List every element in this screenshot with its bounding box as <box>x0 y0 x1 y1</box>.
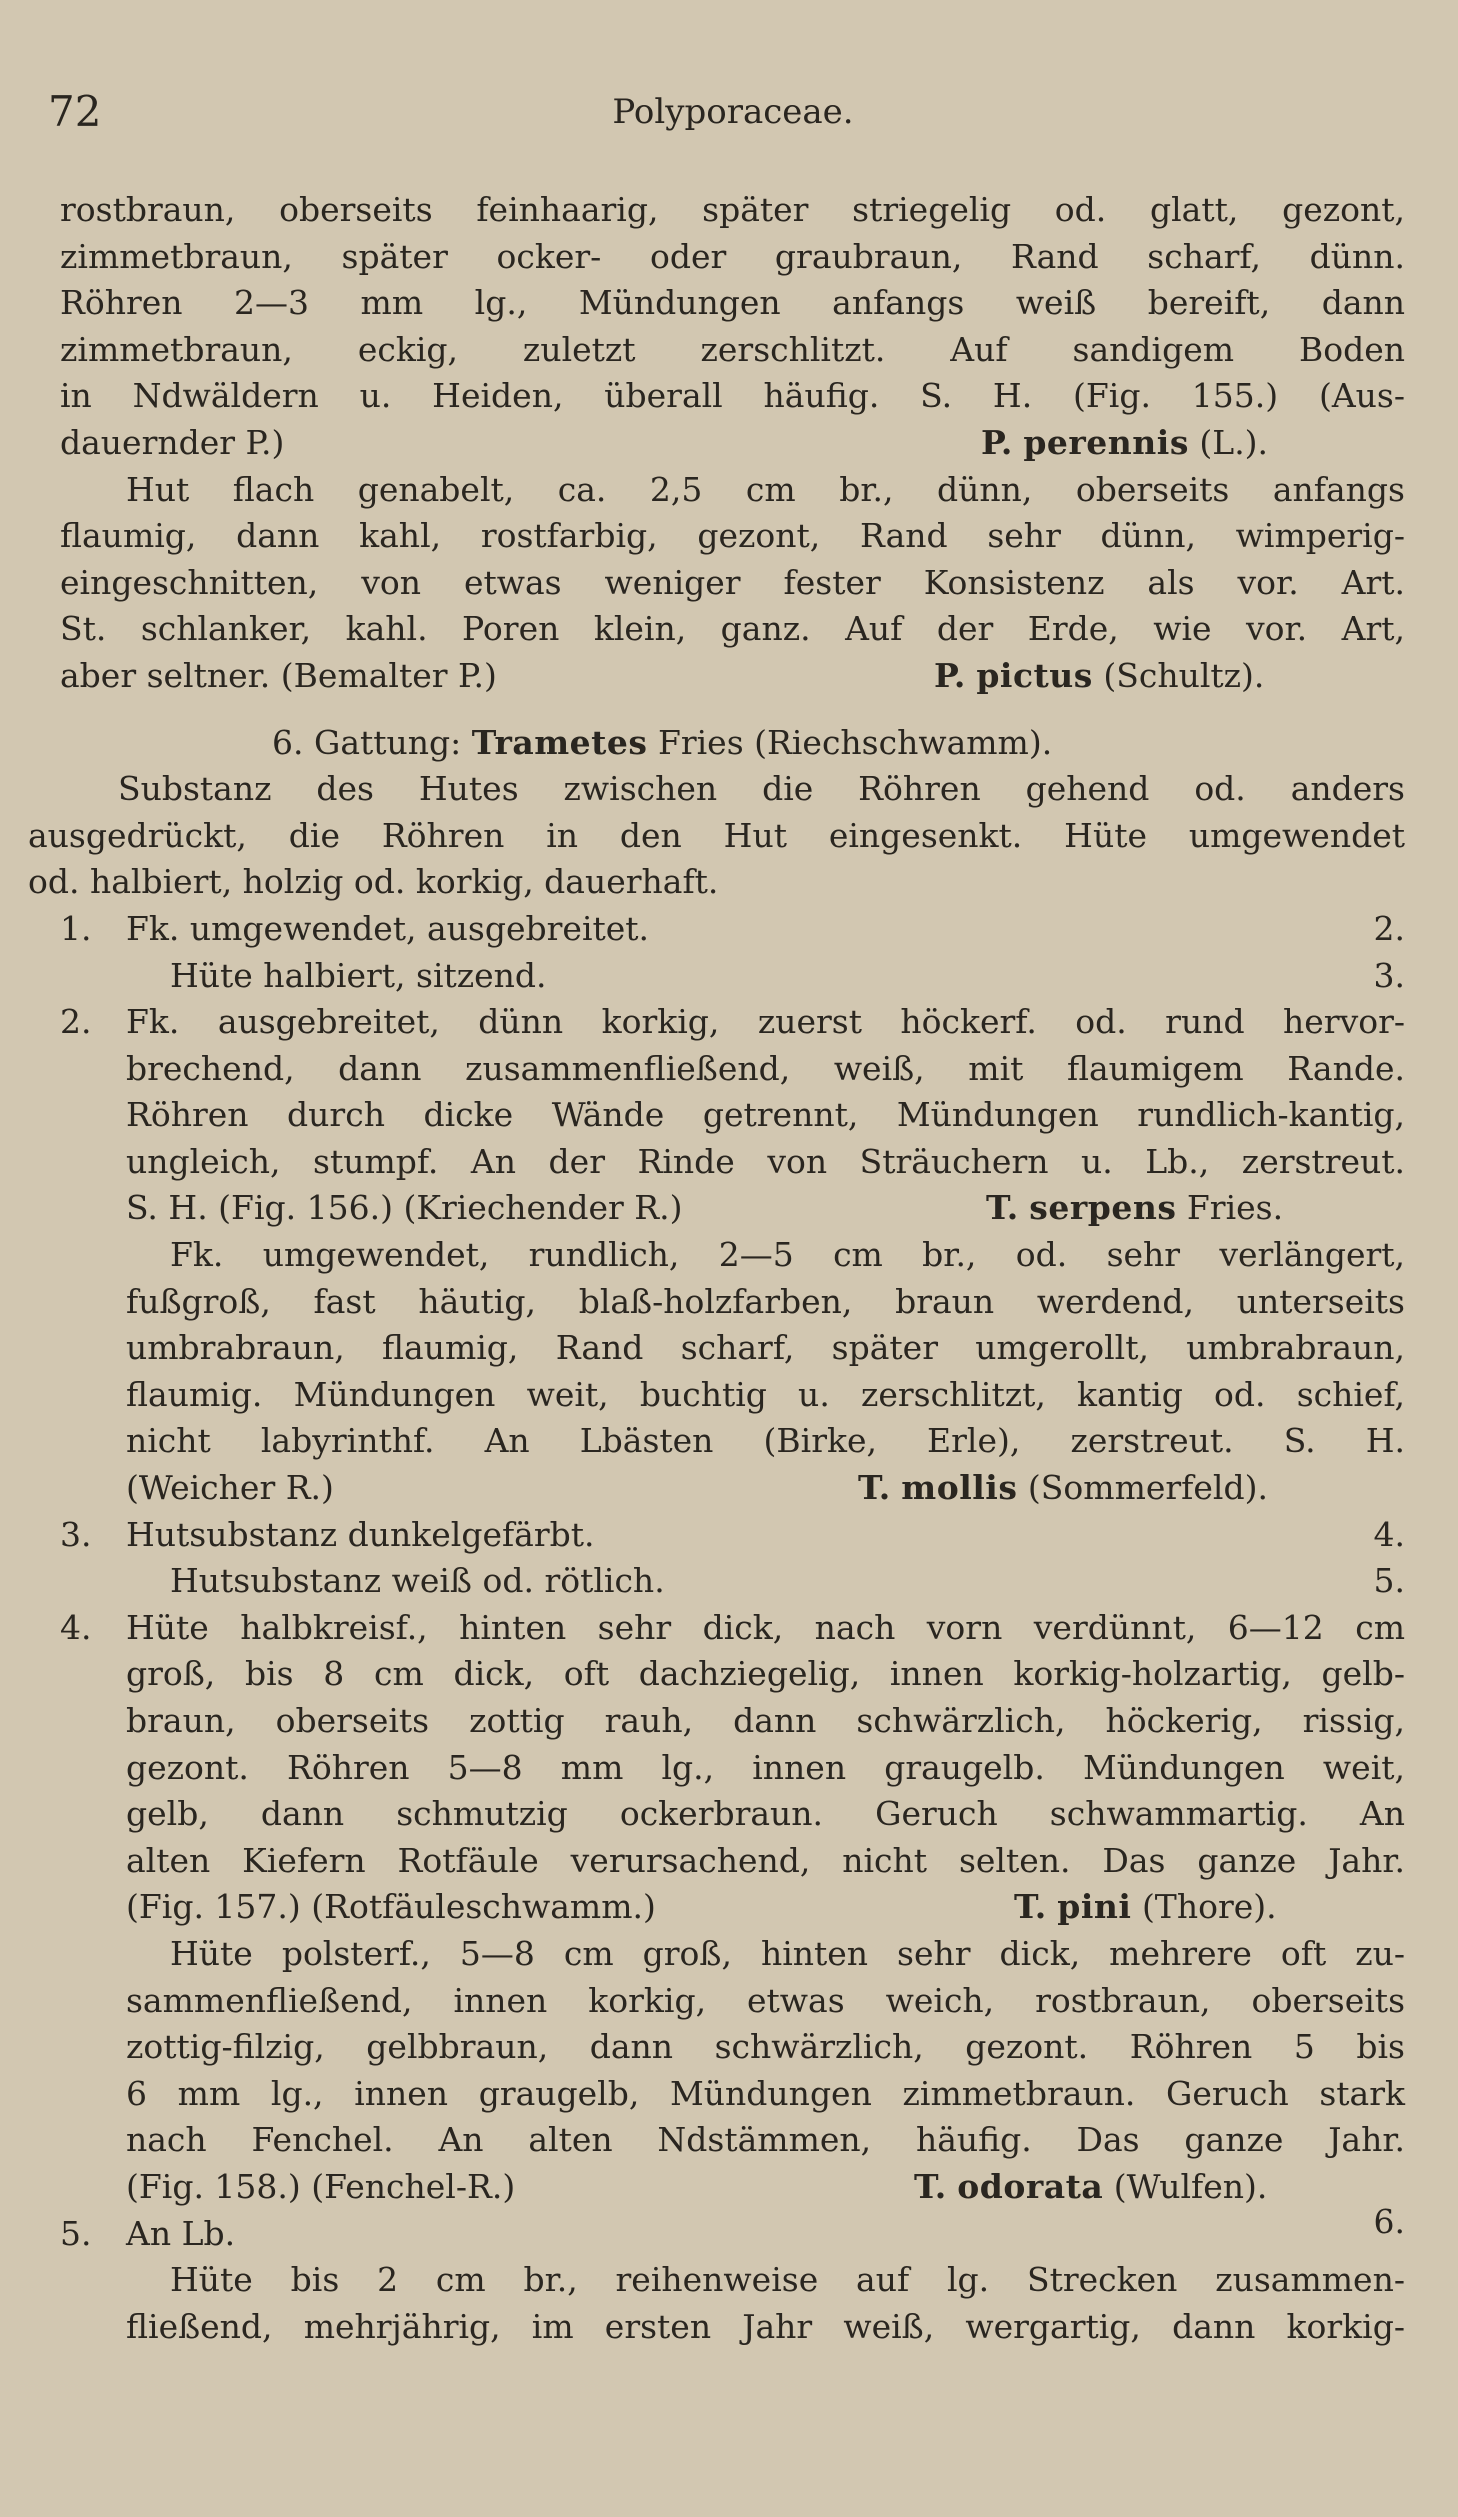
common-name: aber seltner. (Bemalter P.) <box>60 655 497 695</box>
text-line: nicht labyrinthf. An Lbästen (Birke, Erle), zerstreut. S. H. <box>126 1421 1405 1461</box>
entry-polyporus-pictus <box>60 467 1405 700</box>
text-line: ungleich, stumpf. An der Rinde von Sträuchern u. Lb., zerstreut. <box>126 1141 1405 1181</box>
entry-trametes-pini <box>60 1605 1405 1931</box>
genus-heading: 6. Gattung: Trametes Fries (Riechschwamm). <box>272 722 1053 762</box>
common-name: (Weicher R.) <box>126 1468 334 1508</box>
text-line <box>126 1185 1405 1232</box>
key-step-2 <box>60 999 1405 1232</box>
text-line: sammenfließend, innen korkig, etwas weich, rostbraun, oberseits <box>126 1980 1405 2020</box>
page-header <box>48 82 1418 142</box>
genus-name: Trametes <box>471 722 648 762</box>
text-line <box>60 420 1405 467</box>
key-step-1 <box>60 906 1405 999</box>
text-line: umbrabraun, flaumig, Rand scharf, später umgerollt, umbrabraun, <box>126 1328 1405 1368</box>
common-name: dauernder P.) <box>60 422 285 462</box>
text-line: rostbraun, oberseits feinhaarig, später striegelig od. glatt, gezont, <box>60 190 1405 229</box>
entry-continued <box>60 2257 1405 2350</box>
text-line: od. halbiert, holzig od. korkig, dauerhaft. <box>28 862 719 902</box>
entry-trametes-mollis <box>60 1232 1405 1512</box>
species-name: T. odorata (Wulfen). <box>914 2166 1268 2206</box>
page-body <box>28 187 1405 2350</box>
text-line: brechend, dann zusammenfließend, weiß, mit flaumigem Rande. <box>126 1048 1405 1088</box>
text-line: zimmetbraun, eckig, zuletzt zerschlitzt. Auf sandigem Boden <box>60 329 1405 369</box>
text-line: in Ndwäldern u. Heiden, überall häufig. S. H. (Fig. 155.) (Aus- <box>60 376 1405 416</box>
text-line: zottig-filzig, gelbbraun, dann schwärzlich, gezont. Röhren 5 bis <box>126 2027 1405 2067</box>
key-line: Hutsubstanz weiß od. rötlich. 5. <box>170 1561 1405 1601</box>
text-line: groß, bis 8 cm dick, oft dachziegelig, innen korkig-holzartig, gelb- <box>126 1654 1405 1694</box>
text-line: zimmetbraun, später ocker- oder graubraun, Rand scharf, dünn. <box>60 236 1405 276</box>
species-name: T. pini (Thore). <box>1014 1887 1277 1927</box>
text-line: gezont. Röhren 5—8 mm lg., innen graugelb. Mündungen weit, <box>126 1747 1405 1787</box>
text-line: braun, oberseits zottig rauh, dann schwärzlich, höckerig, rissig, <box>126 1701 1405 1740</box>
key-line: 3. Hutsubstanz dunkelgefärbt. 4. <box>60 1514 1405 1554</box>
text-line <box>126 1884 1405 1931</box>
text-line: eingeschnitten, von etwas weniger fester Konsistenz als vor. Art. <box>60 562 1405 602</box>
entry-polyporus-perennis <box>60 187 1405 467</box>
text-line: Fk. umgewendet, rundlich, 2—5 cm br., od. sehr verlängert, <box>170 1235 1405 1275</box>
text-line: Hüte bis 2 cm br., reihenweise auf lg. Strecken zusammen- <box>170 2260 1405 2300</box>
species-name: P. perennis (L.). <box>981 422 1269 462</box>
text-line: gelb, dann schmutzig ockerbraun. Geruch schwammartig. An <box>126 1794 1405 1834</box>
species-name: P. pictus (Schultz). <box>934 655 1265 695</box>
text-line: alten Kiefern Rotfäule verursachend, nicht selten. Das ganze Jahr. <box>126 1840 1405 1880</box>
species-name: T. mollis (Sommerfeld). <box>858 1468 1268 1508</box>
text-line: ausgedrückt, die Röhren in den Hut eingesenkt. Hüte umgewendet <box>28 815 1405 855</box>
species-name: T. serpens Fries. <box>986 1188 1284 1228</box>
common-name: (Fig. 158.) (Fenchel-R.) <box>126 2166 516 2206</box>
text-line: Substanz des Hutes zwischen die Röhren gehend od. anders <box>118 769 1405 809</box>
text-line: flaumig, dann kahl, rostfarbig, gezont, Rand sehr dünn, wimperig- <box>60 516 1405 556</box>
key-line: 5. An Lb. 6. <box>60 2201 1405 2253</box>
text-line: flaumig. Mündungen weit, buchtig u. zerschlitzt, kantig od. schief, <box>126 1374 1405 1414</box>
text-line <box>126 2164 1405 2211</box>
common-name: (Fig. 157.) (Rotfäuleschwamm.) <box>126 1887 656 1927</box>
text-line: St. schlanker, kahl. Poren klein, ganz. Auf der Erde, wie vor. Art, <box>60 609 1405 649</box>
text-line <box>60 653 1405 700</box>
genus-description <box>28 766 1405 906</box>
key-step-5 <box>60 2201 1405 2258</box>
text-line: Hut flach genabelt, ca. 2,5 cm br., dünn, oberseits anfangs <box>126 469 1405 509</box>
text-line <box>126 1465 1405 1512</box>
key-step-3 <box>60 1512 1405 1605</box>
text-line: 4. Hüte halbkreisf., hinten sehr dick, nach vorn verdünnt, 6—12 cm <box>60 1607 1405 1647</box>
text-line: Röhren 2—3 mm lg., Mündungen anfangs weiß bereift, dann <box>60 283 1405 323</box>
entry-trametes-odorata <box>60 1931 1405 2211</box>
key-line: Hüte halbiert, sitzend. 3. <box>170 955 1405 995</box>
running-title: Polyporaceae. <box>612 92 854 132</box>
text-line: 2. Fk. ausgebreitet, dünn korkig, zuerst höckerf. od. rund hervor- <box>60 1002 1405 1042</box>
text-line: Hüte polsterf., 5—8 cm groß, hinten sehr dick, mehrere oft zu- <box>170 1933 1405 1973</box>
text-line: Röhren durch dicke Wände getrennt, Mündungen rundlich-kantig, <box>126 1095 1405 1135</box>
page-number: 72 <box>48 87 102 136</box>
text-line: nach Fenchel. An alten Ndstämmen, häufig. Das ganze Jahr. <box>126 2120 1405 2160</box>
text-line: fußgroß, fast häutig, blaß-holzfarben, braun werdend, unterseits <box>126 1281 1405 1321</box>
text-line: fließend, mehrjährig, im ersten Jahr weiß, wergartig, dann korkig- <box>126 2306 1405 2346</box>
common-name: S. H. (Fig. 156.) (Kriechender R.) <box>126 1188 683 1228</box>
text-line: 6 mm lg., innen graugelb, Mündungen zimmetbraun. Geruch stark <box>126 2073 1405 2113</box>
key-line: 1. Fk. umgewendet, ausgebreitet. 2. <box>60 908 1405 948</box>
